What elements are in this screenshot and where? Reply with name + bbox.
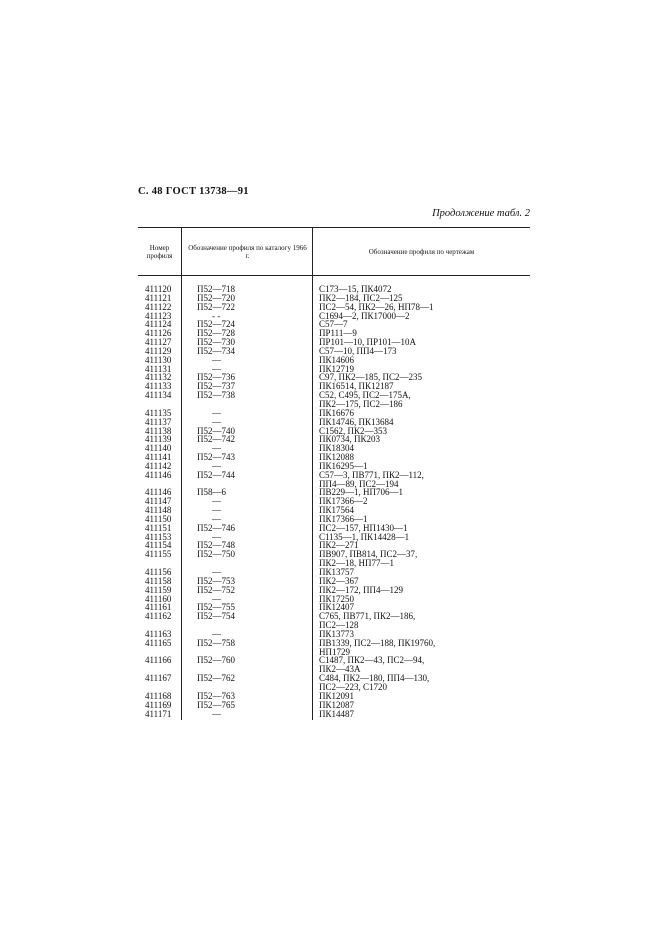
profile-number: 411123 <box>145 310 172 321</box>
catalog-designation: — <box>212 416 221 427</box>
catalog-designation: П52—752 <box>197 584 235 595</box>
catalog-designation: П52—720 <box>197 292 235 303</box>
profile-number: 411126 <box>145 328 172 339</box>
profile-number: 411171 <box>145 708 172 719</box>
catalog-designation: П52—754 <box>197 611 235 622</box>
profile-number: 411165 <box>145 637 172 648</box>
catalog-designation: — <box>212 567 221 577</box>
drawing-designation <box>312 471 424 489</box>
drawing-designation-line: С765, ПВ771, ПК2—186, <box>319 611 416 622</box>
catalog-designation: П52—758 <box>197 637 235 648</box>
catalog-designation: П52—724 <box>197 319 235 330</box>
profile-number: 411141 <box>145 452 172 463</box>
catalog-designation: П52—718 <box>197 284 235 294</box>
catalog-designation: П52—763 <box>197 690 235 701</box>
drawing-designation-line: ПВ229—1, НП706—1 <box>319 487 404 498</box>
drawing-designation-line: С1694—2, ПК17000—2 <box>319 310 410 321</box>
drawing-designation-line: ПС2—157, НП1430—1 <box>319 522 408 533</box>
profile-number: 411133 <box>145 381 172 392</box>
drawing-designation-line: ПК2—271 <box>319 540 359 551</box>
drawing-designation-line: ПС2—54, ПК2—26, НП78—1 <box>319 301 434 312</box>
drawing-designation-line: С97, ПК2—185, ПС2—235 <box>319 372 423 383</box>
catalog-designation: — <box>212 593 221 604</box>
profile-number: 411166 <box>145 655 172 666</box>
drawing-designation-line: С1487, ПК2—43, ПС2—94, <box>319 655 425 666</box>
drawing-designation-line: ПП4—89, ПС2—194 <box>319 478 399 489</box>
header-number <box>138 228 181 275</box>
catalog-designation: П52—734 <box>197 345 235 356</box>
drawing-designation <box>312 612 415 630</box>
profile-number: 411151 <box>145 522 172 533</box>
drawing-designation-line: ПК17250 <box>319 593 355 604</box>
drawing-designation-line: ПК17366—1 <box>319 513 368 524</box>
catalog-designation: — <box>212 505 221 516</box>
catalog-designation: П52—755 <box>197 602 235 613</box>
catalog-designation: П52—737 <box>197 381 235 392</box>
catalog-designation: — <box>212 354 221 365</box>
drawing-designation-line: ПК13773 <box>319 628 355 639</box>
column-divider <box>312 276 313 720</box>
header-drawings <box>312 228 530 275</box>
drawing-designation-line: ПК0734, ПК203 <box>319 434 381 445</box>
catalog-designation: — <box>212 363 221 374</box>
table-row <box>138 674 530 692</box>
drawing-designation-line: С57—3, ПВ771, ПК2—112, <box>319 469 424 480</box>
table-row <box>138 471 530 489</box>
profile-number: 411168 <box>145 690 172 701</box>
drawing-designation-line: ПВ1339, ПС2—188, ПК19760, <box>319 637 436 648</box>
catalog-designation: — <box>212 443 221 454</box>
catalog-designation: П52—740 <box>197 425 235 436</box>
drawing-designation-line: ПК12407 <box>319 602 355 613</box>
drawing-designation-line: ПК2—184, ПС2—125 <box>319 292 403 303</box>
drawing-designation-line: ПК2—175, ПС2—186 <box>319 398 403 409</box>
table-row <box>138 639 530 657</box>
profile-number: 411150 <box>145 513 172 524</box>
header-catalog <box>181 228 313 275</box>
catalog-designation: П52—765 <box>197 699 235 710</box>
drawing-designation-line: ПК16514, ПК12187 <box>319 381 394 392</box>
catalog-designation: П52—742 <box>197 434 235 445</box>
catalog-designation: — <box>212 460 221 471</box>
drawing-designation-line: ПК2—43А <box>319 664 361 675</box>
drawing-designation-line: С52, С495, ПС2—175А, <box>319 390 411 401</box>
table-row <box>138 656 530 674</box>
drawing-designation-line: ПК12087 <box>319 699 355 710</box>
profile-number: 411147 <box>145 496 172 507</box>
drawing-designation <box>312 656 424 674</box>
table-row <box>138 391 530 409</box>
catalog-designation: П52—730 <box>197 337 235 348</box>
drawing-designation-line: ПК14746, ПК13684 <box>319 416 394 427</box>
drawing-designation-line: ПК12719 <box>319 363 355 374</box>
drawing-designation-line: С57—10, ПП4—173 <box>319 345 397 356</box>
drawing-designation <box>312 674 429 692</box>
table-row <box>138 550 530 568</box>
drawing-designation-line: С1135—1, ПК14428—1 <box>319 531 410 542</box>
profile-number: 411161 <box>145 602 172 613</box>
drawing-designation-line: ПК16295—1 <box>319 460 368 471</box>
profile-number: 411142 <box>145 460 172 471</box>
drawing-designation-line: ПВ907, ПВ814, ПС2—37, <box>319 549 418 560</box>
drawing-designation-line: ПК2—18, НП77—1 <box>319 558 395 569</box>
header-number-label: Номер профиля <box>146 243 173 260</box>
profile-number: 411160 <box>145 593 172 604</box>
drawing-designation-line: ПК2—367 <box>319 575 359 586</box>
profile-number: 411129 <box>145 345 172 356</box>
catalog-designation: П52—760 <box>197 655 235 666</box>
profile-number: 411155 <box>145 549 172 560</box>
catalog-designation: — <box>212 628 221 639</box>
drawing-designation-line: ПК18304 <box>319 443 355 454</box>
page-header: С. 48 ГОСТ 13738—91 <box>138 186 249 197</box>
drawing-designation-line: ПК17366—2 <box>319 496 368 507</box>
drawing-designation-line: С173—15, ПК4072 <box>319 284 392 294</box>
profile-number: 411120 <box>145 284 172 294</box>
drawing-designation <box>312 391 411 409</box>
profile-number: 411158 <box>145 575 172 586</box>
table-caption: Продолжение табл. 2 <box>432 208 530 219</box>
column-divider <box>181 276 182 720</box>
drawing-designation-line: ПР101—10, ПР101—10А <box>319 337 417 348</box>
drawing-designation-line: ПК12088 <box>319 452 355 463</box>
catalog-designation: — <box>212 407 221 418</box>
profile-number: 411169 <box>145 699 172 710</box>
table-body <box>138 285 530 718</box>
profile-number: 411138 <box>145 425 172 436</box>
drawing-designation <box>312 710 354 719</box>
profile-number: 411139 <box>145 434 172 445</box>
catalog-designation: П52—743 <box>197 452 235 463</box>
catalog-designation: П52—746 <box>197 522 235 533</box>
drawing-designation <box>312 639 435 657</box>
profile-number: 411124 <box>145 319 172 330</box>
profile-number: 411159 <box>145 584 172 595</box>
profile-number: 411146 <box>145 469 172 480</box>
profile-number: 411154 <box>145 540 172 551</box>
catalog-designation: - - <box>212 310 221 321</box>
catalog-designation: — <box>212 708 221 719</box>
drawing-designation-line: С1562, ПК2—353 <box>319 425 388 436</box>
catalog-designation: П52—748 <box>197 540 235 551</box>
catalog-designation: П52—736 <box>197 372 235 383</box>
profile-number: 411163 <box>145 628 172 639</box>
catalog-designation: П52—722 <box>197 301 235 312</box>
drawing-designation-line: НП1729 <box>319 646 350 657</box>
drawing-designation-line: ПК17564 <box>319 505 355 516</box>
table-header <box>138 227 530 276</box>
drawing-designation-line: ПК13757 <box>319 567 355 577</box>
catalog-designation: П58—6 <box>197 487 226 498</box>
drawing-designation-line: ПК2—172, ПП4—129 <box>319 584 404 595</box>
profile-number: 411135 <box>145 407 172 418</box>
profile-number: 411134 <box>145 390 172 401</box>
drawing-designation-line: ПР111—9 <box>319 328 357 339</box>
catalog-designation: П52—750 <box>197 549 235 560</box>
profile-number: 411153 <box>145 531 172 542</box>
profile-number: 411127 <box>145 337 172 348</box>
catalog-designation: П52—738 <box>197 390 235 401</box>
catalog-designation: П52—728 <box>197 328 235 339</box>
header-drawings-label: Обозначение профиля по чертежам <box>368 247 475 256</box>
profile-table <box>138 227 530 718</box>
profile-number: 411121 <box>145 292 172 303</box>
drawing-designation-line: ПК14606 <box>319 354 355 365</box>
profile-number: 411130 <box>145 354 172 365</box>
catalog-designation: — <box>212 496 221 507</box>
profile-number: 411131 <box>145 363 172 374</box>
profile-number: 411122 <box>145 301 172 312</box>
profile-number: 411162 <box>145 611 172 622</box>
drawing-designation-line: ПК14487 <box>319 708 355 719</box>
catalog-designation: — <box>212 513 221 524</box>
drawing-designation <box>312 550 417 568</box>
drawing-designation-line: С484, ПК2—180, ПП4—130, <box>319 673 430 684</box>
profile-number: 411148 <box>145 505 172 516</box>
drawing-designation-line: ПК16676 <box>319 407 355 418</box>
header-catalog-label: Обозначение профиля по каталогу 1966 г. <box>188 243 307 260</box>
profile-number: 411137 <box>145 416 172 427</box>
catalog-designation: — <box>212 531 221 542</box>
profile-number: 411146 <box>145 487 172 498</box>
drawing-designation-line: ПС2—128 <box>319 620 359 631</box>
drawing-designation-line: С57—7 <box>319 319 348 330</box>
catalog-designation: П52—762 <box>197 673 235 684</box>
table-row <box>138 612 530 630</box>
drawing-designation-line: ПС2—223, С1720 <box>319 681 388 692</box>
table-row <box>138 710 530 719</box>
profile-number: 411167 <box>145 673 172 684</box>
profile-number: 411132 <box>145 372 172 383</box>
catalog-designation: П52—744 <box>197 469 235 480</box>
catalog-designation: П52—753 <box>197 575 235 586</box>
profile-number: 411140 <box>145 443 172 454</box>
profile-number: 411156 <box>145 567 172 577</box>
drawing-designation-line: ПК12091 <box>319 690 355 701</box>
